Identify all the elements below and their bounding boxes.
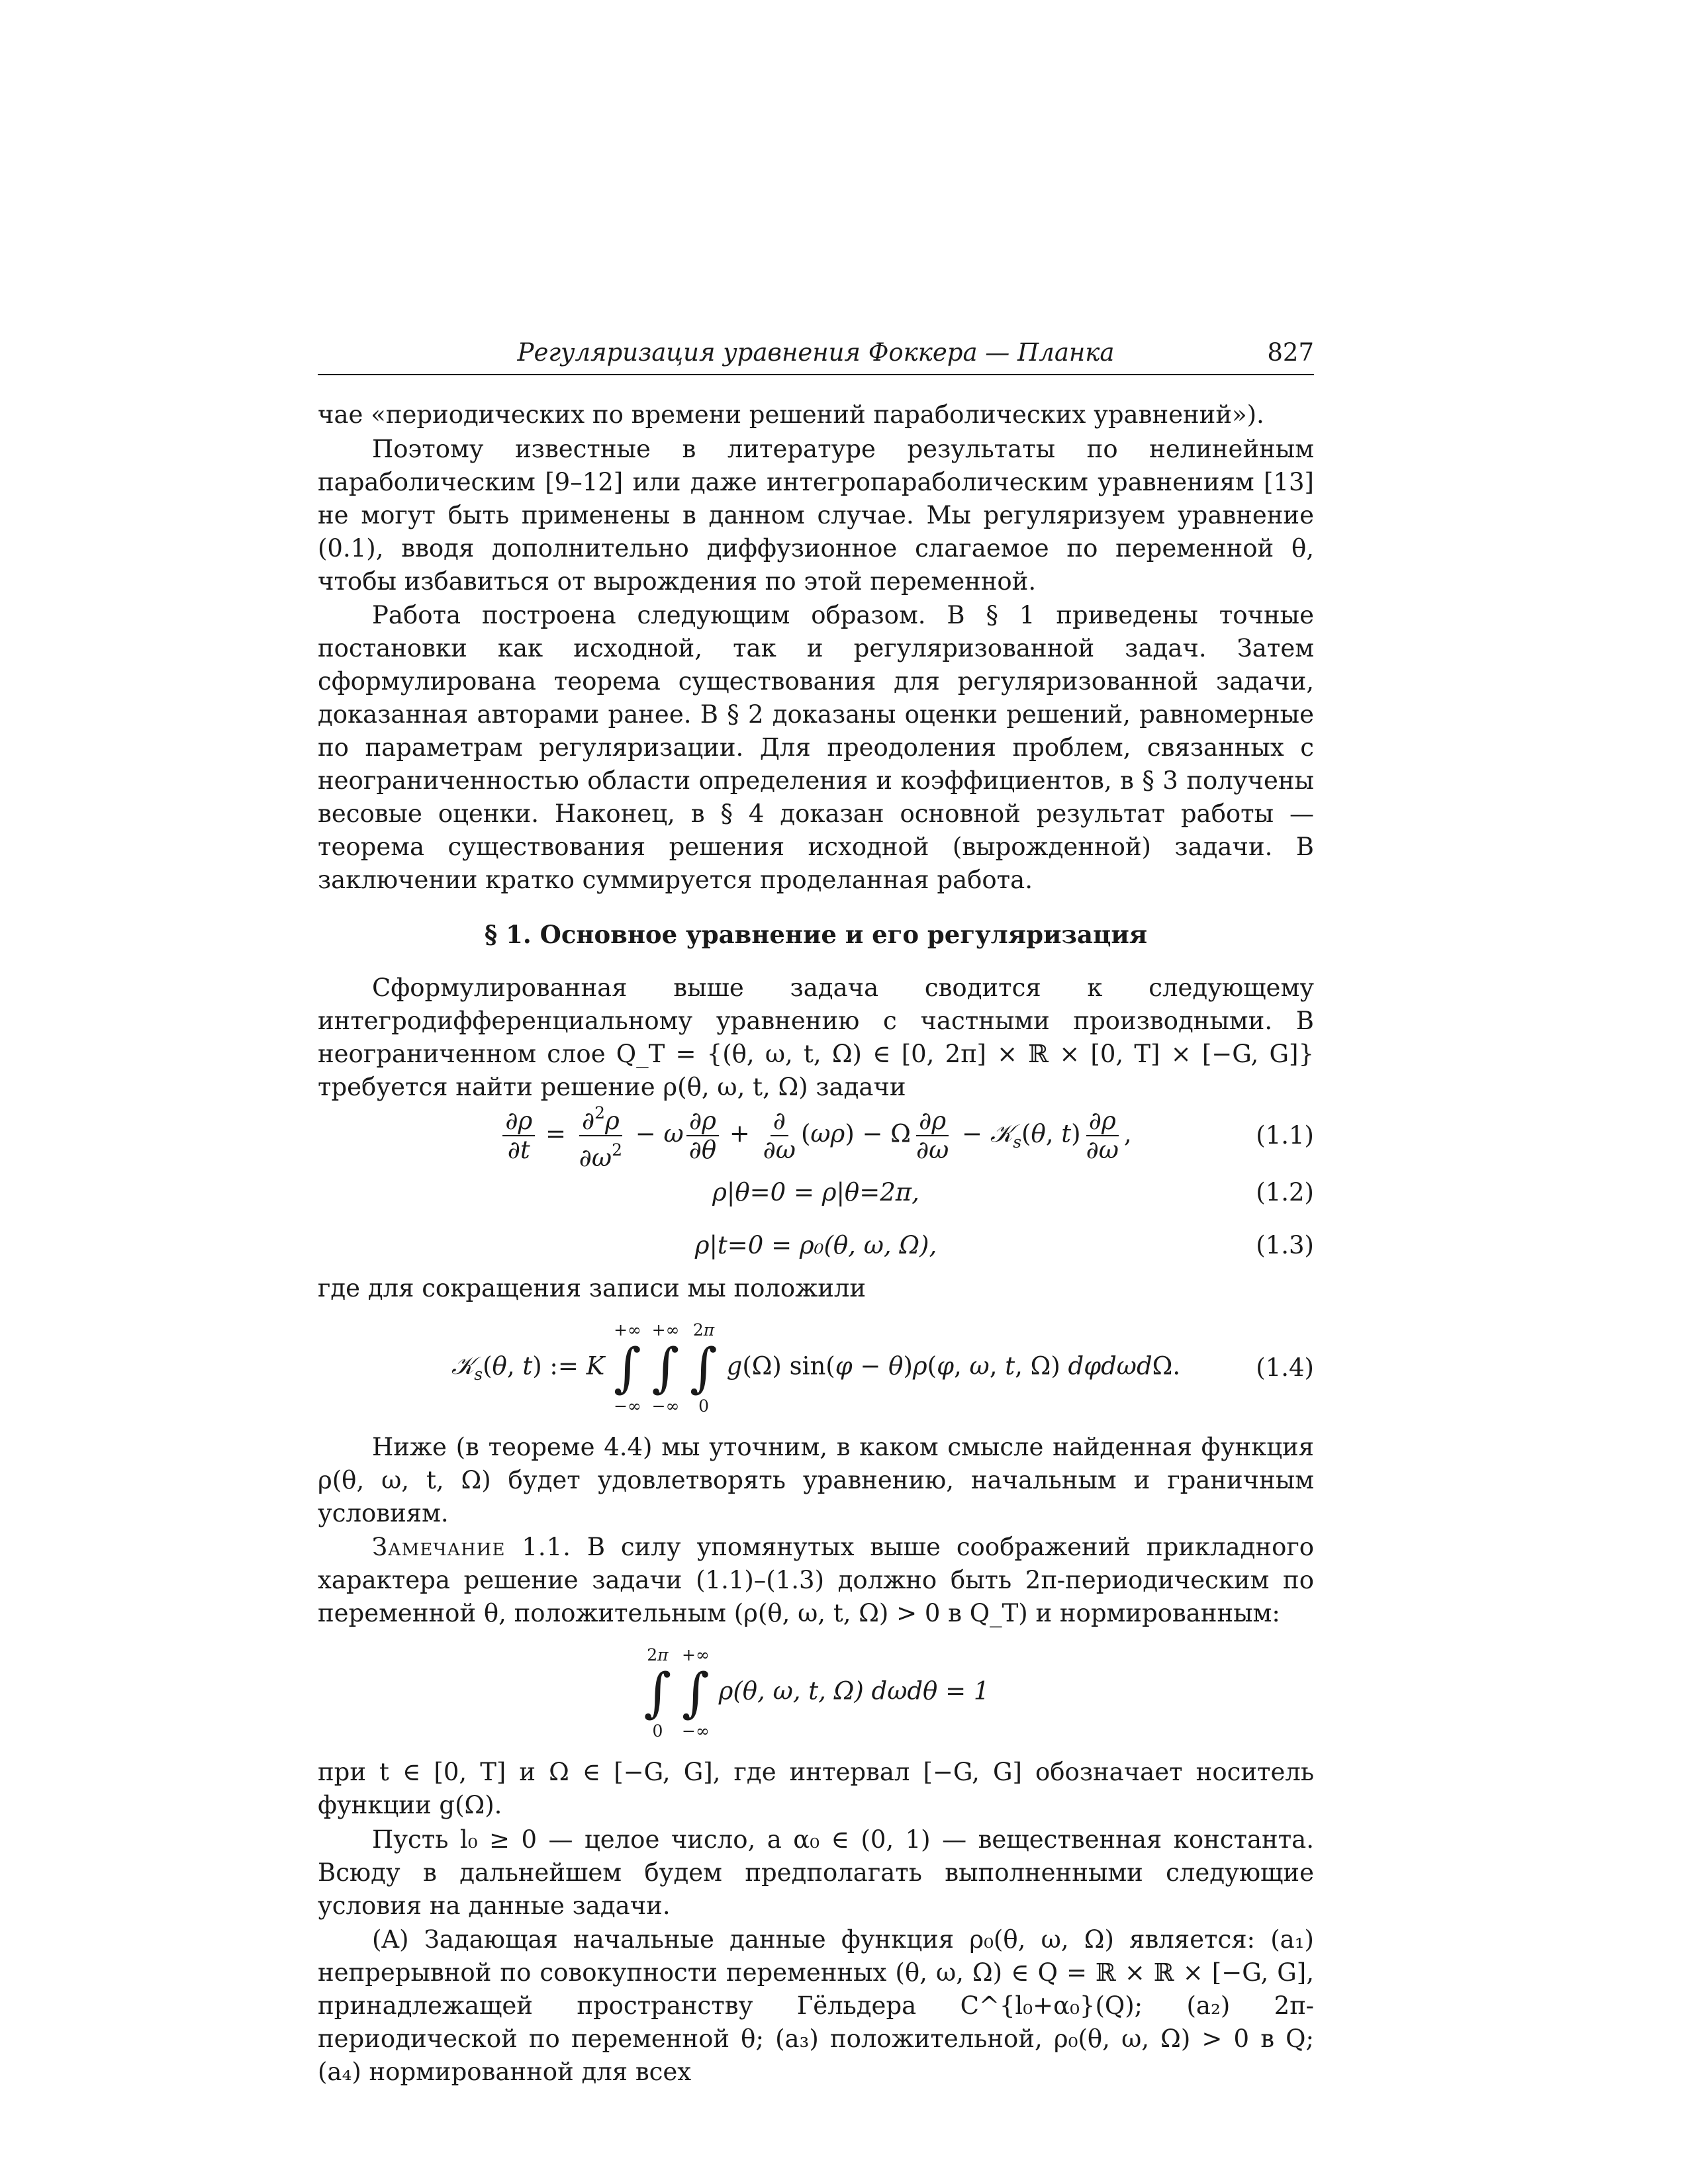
remark-heading: Замечание 1.1. [372, 1533, 571, 1561]
paragraph-7: при t ∈ [0, T] и Ω ∈ [−G, G], где интервал [−G, G] обозначает носитель функции g(Ω). [318, 1758, 1314, 1819]
paragraph-6 [318, 1531, 1314, 1630]
equation-1-1 [318, 1103, 1314, 1172]
equation-1-2 [318, 1166, 1314, 1219]
paragraph-1: Поэтому известные в литературе результаты по нелинейным параболическим [9–12] или даже интегропараболическим уравнениям [13] не могут быть применены в данном случае. Мы регуляризуем уравнение (0.1), вводя дополнительно диффузионное слагаемое по переменной θ, чтобы избавиться от вырождения по этой переменной. [318, 434, 1314, 596]
running-title: Регуляризация уравнения Фоккера — Планка [517, 338, 1115, 367]
running-head [318, 334, 1314, 375]
equation-1-4 [318, 1312, 1314, 1424]
equation-1-3-number: (1.3) [1256, 1230, 1314, 1259]
page-number: 827 [1267, 338, 1314, 367]
normalization-equation-body: 2π ∫ 0 +∞ ∫ −∞ ρ(θ, ω, t, Ω) dωdθ = 1 [643, 1645, 990, 1741]
equation-1-2-body: ρ|θ=0 = ρ|θ=2π, [712, 1177, 919, 1206]
equation-1-1-number: (1.1) [1256, 1120, 1314, 1150]
equation-1-4-body: 𝒦$_s$(θ, t) := K +∞ ∫ −∞ +∞ ∫ −∞ 2π ∫ 0 g(Ω) sin(φ − θ)ρ(φ, ω, t, Ω) dφdωdΩ. [451, 1320, 1181, 1416]
paragraph-2: Работа построена следующим образом. В § 1 приведены точные постановки как исходной, так и регуляризованной задач. Затем сформулирована теорема существования для регуляризованной задачи, доказанная авторами ранее. В § 2 доказаны оценки решений, равномерные по параметрам регуляризации. Для преодоления проблем, связанных с неограниченностью области определения и коэффициентов, в § 3 получены весовые оценки. Наконец, в § 4 доказан основной результат работы — теорема существования решения исходной (вырожденной) задачи. В заключении кратко суммируется проделанная работа. [318, 601, 1314, 894]
normalization-rhs: ρ(θ, ω, t, Ω) dωdθ = 1 [718, 1676, 990, 1706]
equation-1-1-body: $\frac{\partial\rho}{\partial t}$ = $\frac{\partial^2\rho}{\partial\omega^2}$ − ω $\frac{\partial\rho}{\partial\theta}$ + $\frac{\partial}{\partial\omega}$ (ωρ) − Ω $\frac{\partial\rho}{\partial\omega}$ − 𝒦$_s$(θ, t) $\frac{\partial\rho}{\partial\omega}$ , [500, 1099, 1131, 1172]
paper-page [318, 0, 1314, 2184]
section-title: § 1. Основное уравнение и его регуляризация [484, 920, 1148, 949]
paragraph-5: Ниже (в теореме 4.4) мы уточним, в каком смысле найденная функция ρ(θ, ω, t, Ω) будет удовлетворять уравнению, начальным и граничным условиям. [318, 1432, 1314, 1527]
remark-text: В силу упомянутых выше соображений прикладного характера решение задачи (1.1)–(1.3) должно быть 2π-периодическим по переменной θ, положительным (ρ(θ, ω, t, Ω) > 0 в Q_T) и нормированным: [318, 1533, 1315, 1627]
paragraph-0: чае «периодических по времени решений параболических уравнений»). [318, 400, 1264, 429]
equation-1-3-body: ρ|t=0 = ρ₀(θ, ω, Ω), [694, 1230, 937, 1259]
equation-1-2-number: (1.2) [1256, 1177, 1314, 1206]
body-text [318, 398, 1314, 2090]
equation-1-4-number: (1.4) [1256, 1353, 1314, 1382]
paragraph-4: где для сокращения записи мы положили [318, 1273, 867, 1302]
paragraph-8: Пусть l₀ ≥ 0 — целое число, а α₀ ∈ (0, 1) — вещественная константа. Всюду в дальнейшем будем предполагать выполненными следующие условия на данные задачи. [318, 1825, 1314, 1920]
equation-1-3 [318, 1219, 1314, 1272]
normalization-equation [318, 1637, 1314, 1749]
paragraph-3: Сформулированная выше задача сводится к следующему интегродифференциальному уравнению с частными производными. В неограниченном слое Q_T = {(θ, ω, t, Ω) ∈ [0, 2π] × ℝ × [0, T] × [−G, G]} требуется найти решение ρ(θ, ω, t, Ω) задачи [318, 974, 1314, 1101]
paragraph-9: (A) Задающая начальные данные функция ρ₀(θ, ω, Ω) является: (a₁) непрерывной по совокупности переменных (θ, ω, Ω) ∈ Q = ℝ × ℝ × [−G, G], принадлежащей пространству Гёльдера C^{l₀+α₀}(Q); (a₂) 2π-периодической по переменной θ; (a₃) положительной, ρ₀(θ, ω, Ω) > 0 в Q; (a₄) нормированной для всех [318, 1925, 1314, 2086]
